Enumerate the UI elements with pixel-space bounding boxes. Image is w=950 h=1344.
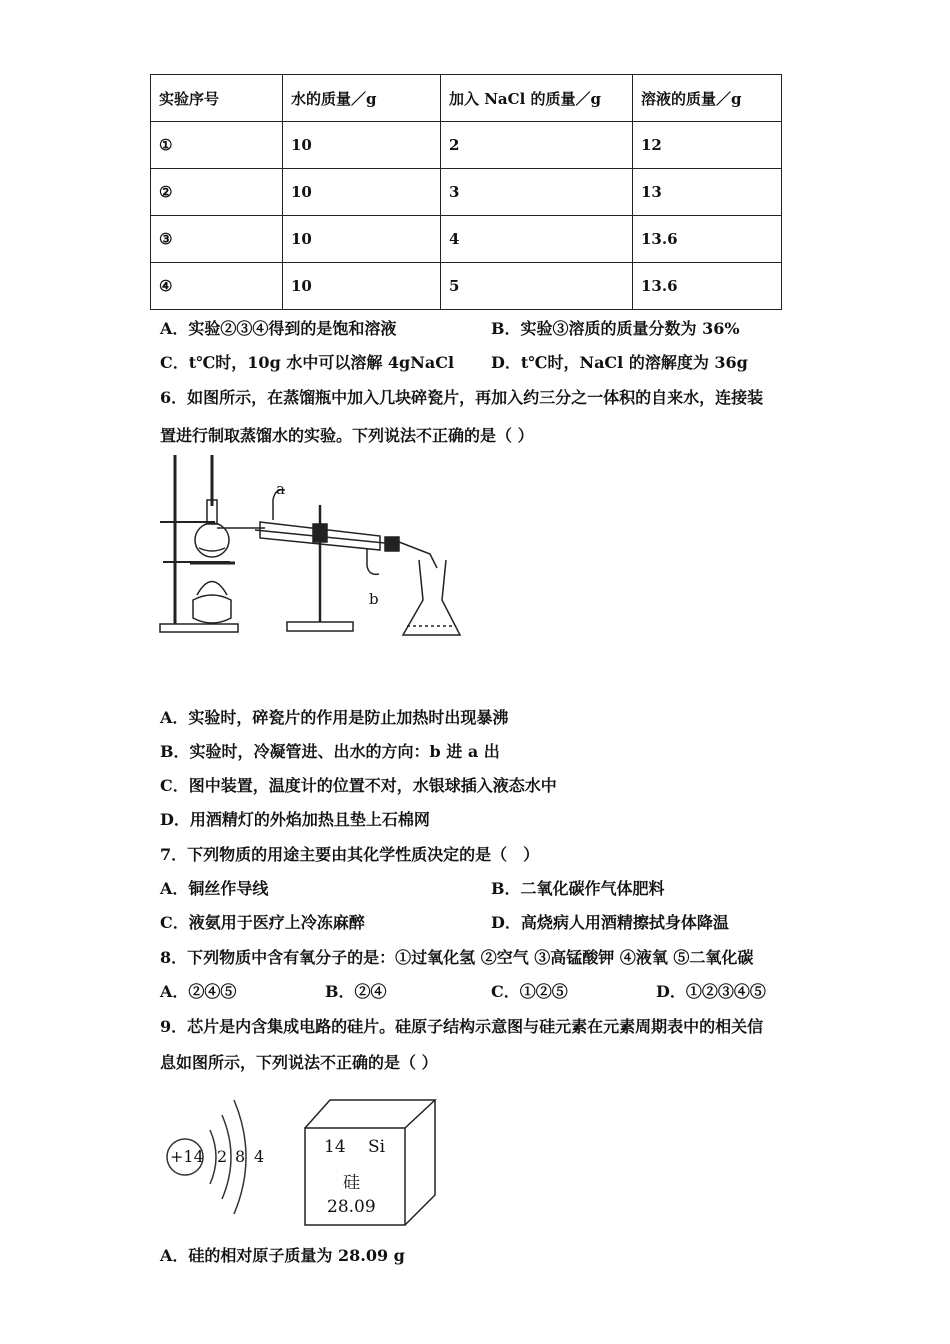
table-row xyxy=(151,122,782,169)
table-header: 水的质量／g xyxy=(283,75,441,122)
table-cell: 5 xyxy=(441,263,633,310)
table-row xyxy=(151,169,782,216)
table-header: 加入 NaCl 的质量／g xyxy=(441,75,633,122)
electron-shell-1 xyxy=(210,1130,216,1184)
table-cell: 13.6 xyxy=(633,216,782,263)
table-cell: 10 xyxy=(283,216,441,263)
table-cell: 13 xyxy=(633,169,782,216)
q8-option-d[interactable]: D．①②③④⑤ xyxy=(656,982,766,1001)
element-name: 硅 xyxy=(343,1173,360,1193)
q5-option-d[interactable]: D．t℃时，NaCl 的溶解度为 36g xyxy=(491,353,748,372)
q7-option-c[interactable]: C．液氨用于医疗上冷冻麻醉 xyxy=(160,913,365,932)
nucleus-charge: +14 xyxy=(170,1147,204,1166)
table-header: 溶液的质量／g xyxy=(633,75,782,122)
table-cell: ④ xyxy=(151,263,283,310)
q8-option-a[interactable]: A．②④⑤ xyxy=(160,982,237,1001)
q8-stem: 8．下列物质中含有氧分子的是：①过氧化氢 ②空气 ③高锰酸钾 ④液氧 ⑤二氧化碳 xyxy=(160,948,754,967)
table-row xyxy=(151,263,782,310)
q7-option-b[interactable]: B．二氧化碳作气体肥料 xyxy=(491,879,665,898)
q5-option-c[interactable]: C．t℃时，10g 水中可以溶解 4gNaCl xyxy=(160,353,455,372)
shell-electrons-3: 4 xyxy=(254,1147,265,1166)
label-b: b xyxy=(369,590,379,608)
q7-option-a[interactable]: A．铜丝作导线 xyxy=(160,879,269,898)
table-cell: ③ xyxy=(151,216,283,263)
alcohol-lamp xyxy=(193,595,231,623)
label-a: a xyxy=(276,480,285,498)
element-atomic-number: 14 xyxy=(324,1137,346,1157)
table-header-row xyxy=(151,75,782,122)
distillation-apparatus-figure xyxy=(155,450,475,645)
table-cell: ① xyxy=(151,122,283,169)
q6-option-c[interactable]: C．图中装置，温度计的位置不对，水银球插入液态水中 xyxy=(160,776,557,795)
q5-option-a[interactable]: A．实验②③④得到的是饱和溶液 xyxy=(160,319,397,338)
adapter xyxy=(399,542,437,568)
table-cell: 13.6 xyxy=(633,263,782,310)
table-cell: ② xyxy=(151,169,283,216)
q9-stem-line-1: 9．芯片是内含集成电路的硅片。硅原子结构示意图与硅元素在元素周期表中的相关信 xyxy=(160,1017,764,1036)
adapter-stopper xyxy=(385,537,399,551)
table-cell: 12 xyxy=(633,122,782,169)
q8-option-b[interactable]: B．②④ xyxy=(325,982,387,1001)
table-cell: 10 xyxy=(283,169,441,216)
q8-option-c[interactable]: C．①②⑤ xyxy=(491,982,568,1001)
q7-stem: 7．下列物质的用途主要由其化学性质决定的是（ ） xyxy=(160,845,540,864)
flask-liquid xyxy=(199,548,225,551)
q6-stem-line-1: 6．如图所示，在蒸馏瓶中加入几块碎瓷片，再加入约三分之一体积的自来水，连接装 xyxy=(160,388,764,407)
table-cell: 10 xyxy=(283,263,441,310)
q6-option-d[interactable]: D．用酒精灯的外焰加热且垫上石棉网 xyxy=(160,810,430,829)
table-cell: 4 xyxy=(441,216,633,263)
water-inlet-b xyxy=(367,548,379,574)
table-cell: 3 xyxy=(441,169,633,216)
element-atomic-mass: 28.09 xyxy=(327,1197,376,1217)
q5-option-b[interactable]: B．实验③溶质的质量分数为 36% xyxy=(491,319,740,338)
stand-base-left xyxy=(160,624,238,632)
receiving-flask xyxy=(403,560,460,635)
shell-electrons-1: 2 xyxy=(217,1147,228,1166)
q9-stem-line-2: 息如图所示，下列说法不正确的是（ ） xyxy=(160,1053,438,1072)
cell-top-face xyxy=(305,1100,435,1128)
flame xyxy=(197,582,227,596)
q9-option-a[interactable]: A．硅的相对原子质量为 28.09 g xyxy=(160,1246,405,1265)
element-symbol: Si xyxy=(368,1137,386,1157)
condenser-clamp xyxy=(313,524,327,542)
shell-electrons-2: 8 xyxy=(235,1147,246,1166)
table-row xyxy=(151,216,782,263)
q6-stem-line-2: 置进行制取蒸馏水的实验。下列说法不正确的是（ ） xyxy=(160,426,534,445)
stand-base-middle xyxy=(287,622,353,631)
table-cell: 10 xyxy=(283,122,441,169)
table-cell: 2 xyxy=(441,122,633,169)
q6-option-b[interactable]: B．实验时，冷凝管进、出水的方向：b 进 a 出 xyxy=(160,742,500,761)
data-table xyxy=(150,74,782,310)
cell-side-face xyxy=(405,1100,435,1225)
q7-option-d[interactable]: D．高烧病人用酒精擦拭身体降温 xyxy=(491,913,729,932)
q6-option-a[interactable]: A．实验时，碎瓷片的作用是防止加热时出现暴沸 xyxy=(160,708,509,727)
table-header: 实验序号 xyxy=(151,75,283,122)
